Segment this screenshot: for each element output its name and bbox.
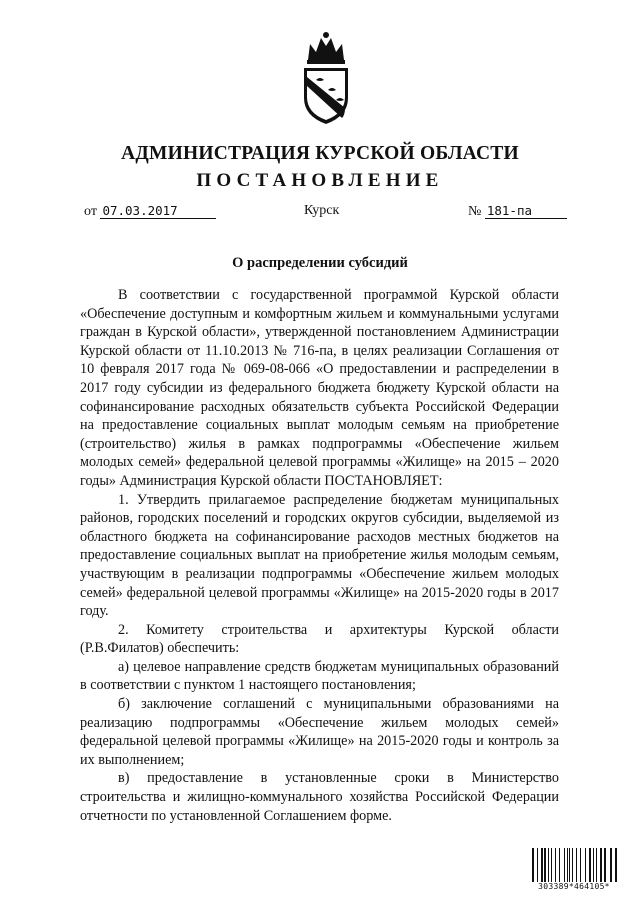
number-prefix: № [468,204,482,219]
document-body [80,286,559,825]
coat-of-arms-icon [294,30,358,126]
paragraph-item-2a: а) целевое направление средств бюджетам муниципальных образований в соответствии с пунктом 1 настоящего постановления; [80,658,559,694]
barcode [531,848,617,894]
paragraph-item-2c: в) предоставление в установленные сроки в Министерство строительства и жилищно-коммунального хозяйства Российской Федерации отчетности по установленной Соглашением форме. [80,770,559,824]
document-number [468,203,567,220]
document-type-title: ПОСТАНОВЛЕНИЕ [196,170,444,191]
document-date [84,203,216,220]
number-value: 181-па [485,203,567,219]
date-value: 07.03.2017 [100,203,216,219]
date-prefix: от [84,204,97,219]
barcode-icon [531,848,617,882]
document-city: Курск [304,203,340,218]
paragraph-item-2b: б) заключение соглашений с муниципальными образованиями на реализацию подпрограммы «Обеспечение жильем молодых семей» федеральной целевой программы «Жилище» на 2015-2020 годы и контроль за их выполнением; [80,696,559,768]
paragraph-item-1: 1. Утвердить прилагаемое распределение бюджетам муниципальных районов, городских поселений и городских округов субсидии, выделяемой из областного бюджета на софинансирование расходов местных бюджетов на предоставление социальных выплат на приобретение жилья молодым семьям, участвующим в реализации подпрограммы «Обеспечение жильем молодых семей» федеральной целевой программы «Жилище» на 2015-2020 годы в 2017 году. [80,491,559,620]
barcode-digits: 303389*464105* [538,882,610,891]
paragraph-preamble: В соответствии с государственной программой Курской области «Обеспечение доступным и комфортным жильем и коммунальными услугами граждан в Курской области», утвержденной постановлением Администрации Курской области от 11.10.2013 № 716-па, в целях реализации Соглашения от 10 февраля 2017 года № 069-08-066 «О предоставлении и распределении в 2017 году субсидии из федерального бюджета бюджету Курской области на софинансирование расходных обязательств субъекта Российской Федерации на предоставление социальных выплат молодым семьям на приобретение (строительство) жилья в рамках подпрограммы «Обеспечение жильем молодых семей» федеральной целевой программы «Жилище» на 2015 – 2020 годы» Администрация Курской области ПОСТАНОВЛЯЕТ: [80,287,559,489]
organization-title: АДМИНИСТРАЦИЯ КУРСКОЙ ОБЛАСТИ [121,143,519,164]
document-subject: О распределении субсидий [232,255,408,271]
paragraph-item-2: 2. Комитету строительства и архитектуры Курской области (Р.В.Филатов) обеспечить: [80,621,559,657]
